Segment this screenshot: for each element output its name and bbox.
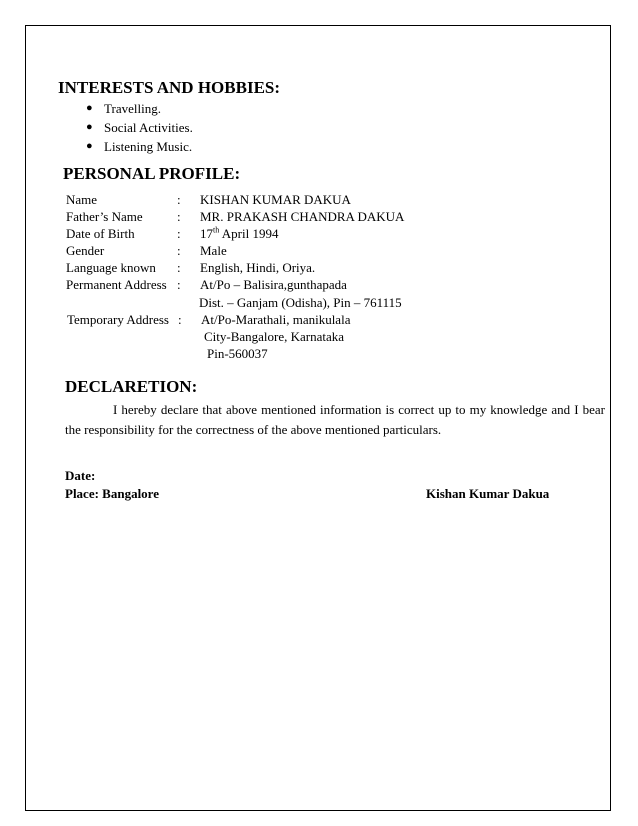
interest-item-text: Travelling. [104,101,161,116]
dob-value [200,225,278,242]
permanent-line2: Dist. – Ganjam (Odisha), Pin – 761115 [199,295,402,310]
interests-list [86,99,193,156]
language-value: English, Hindi, Oriya. [200,260,316,275]
list-item [86,99,193,118]
separator: : [177,277,181,292]
bullet-icon: ● [86,140,93,152]
profile-heading: PERSONAL PROFILE: [63,164,241,183]
interest-item-text: Social Activities. [104,120,193,135]
separator: : [177,260,181,275]
temporary-label: Temporary Address [67,312,169,327]
declaration-heading: DECLARETION: [65,377,198,396]
name-label: Name [66,192,98,207]
father-value: MR. PRAKASH CHANDRA DAKUA [200,209,405,224]
temporary-line2: City-Bangalore, Karnataka [204,329,345,344]
dob-day: 17 [200,226,213,241]
bullet-icon: ● [86,121,93,133]
declaration-text: I hereby declare that above mentioned information is correct up to my knowledge and I bear the responsibility for the correctness of the above mentioned particulars. [65,402,605,437]
father-label: Father’s Name [66,209,143,224]
temporary-line1: At/Po-Marathali, manikulala [201,312,351,327]
separator: : [177,192,181,207]
place-label: Place: Bangalore [65,486,159,501]
interests-heading: INTERESTS AND HOBBIES: [58,78,281,97]
name-value: KISHAN KUMAR DAKUA [200,192,351,207]
interest-item-text: Listening Music. [104,139,193,154]
gender-label: Gender [66,243,105,258]
separator: : [177,209,181,224]
list-item [86,137,193,156]
language-label: Language known [66,260,156,275]
permanent-line1: At/Po – Balisira,gunthapada [200,277,347,292]
signature-name: Kishan Kumar Dakua [426,486,550,501]
gender-value: Male [200,243,227,258]
temporary-line3: Pin-560037 [207,346,268,361]
list-item [86,118,193,137]
dob-rest: April 1994 [219,226,279,241]
date-label: Date: [65,468,96,483]
separator: : [177,226,181,241]
separator: : [177,243,181,258]
dob-suffix: th [213,225,220,235]
separator: : [178,312,182,327]
dob-label: Date of Birth [66,226,135,241]
permanent-label: Permanent Address [66,277,167,292]
bullet-icon: ● [86,102,93,114]
